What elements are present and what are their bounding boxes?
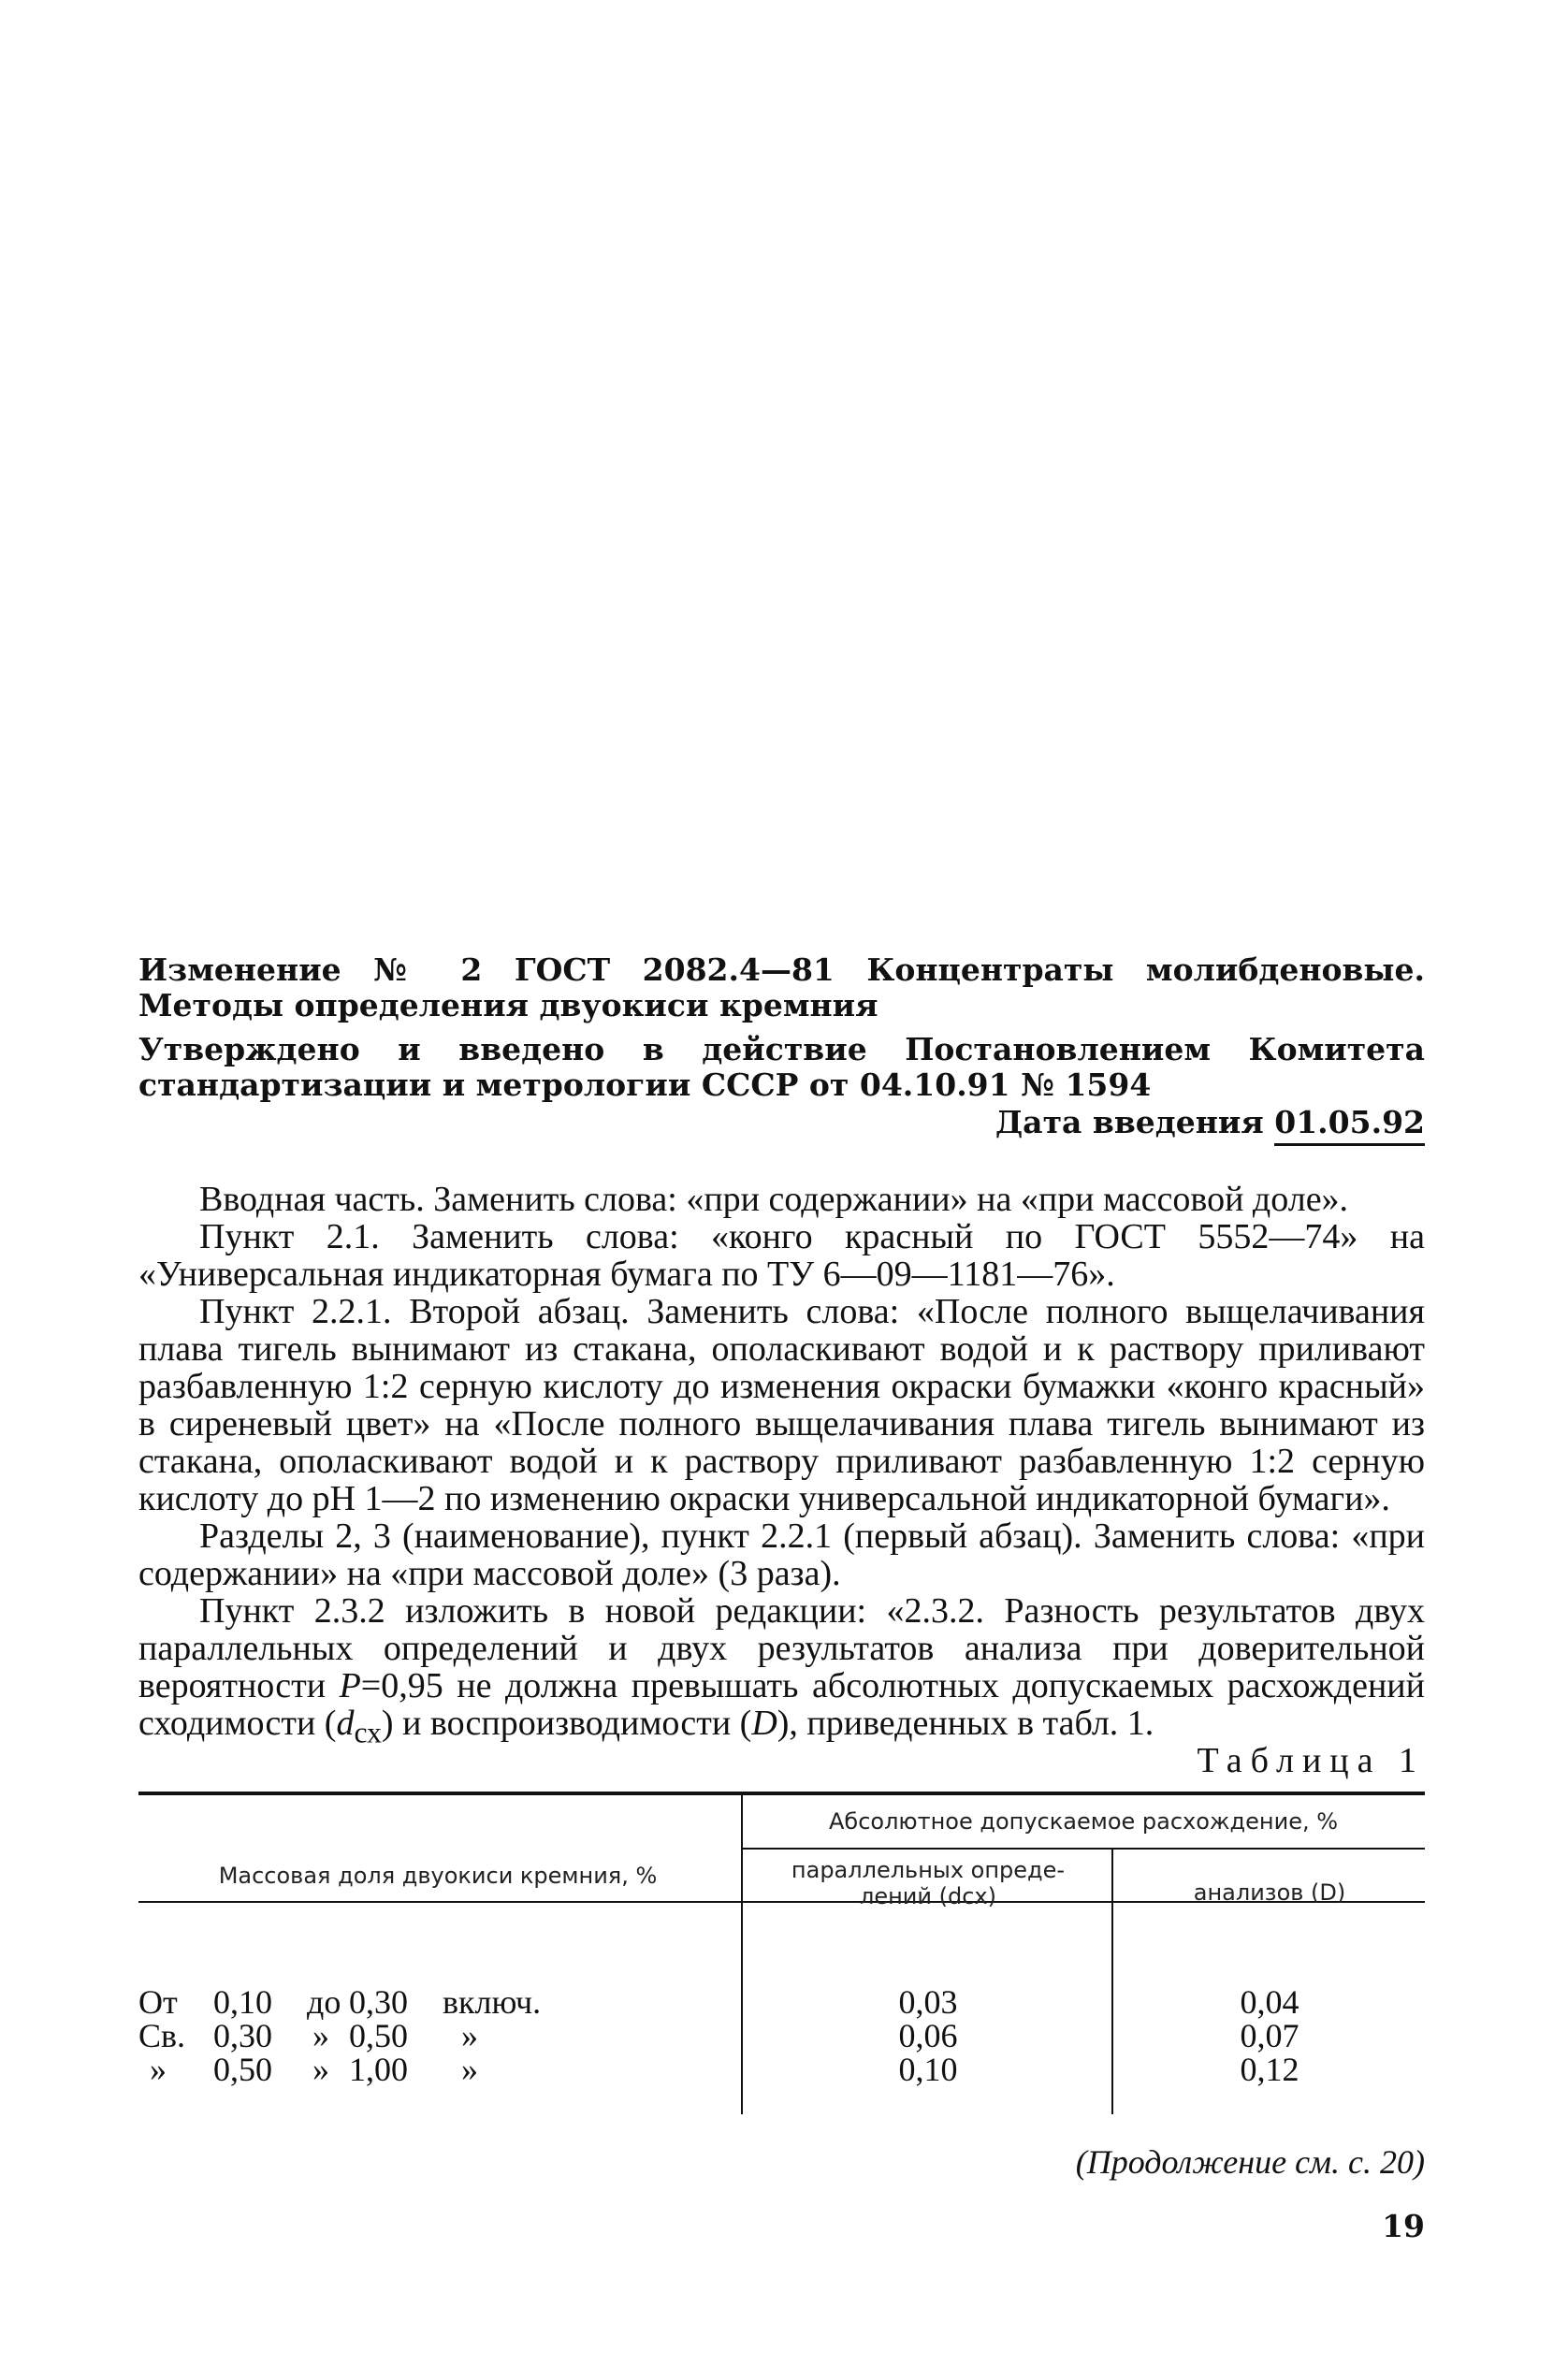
column-header-parallel-text: параллельных опреде-	[791, 1857, 1066, 1883]
column-header-parallel-text: лений (dсх)	[860, 1883, 996, 1909]
approval-statement: Утверждено и введено в действие Постановлением Комитета стандартизации и метрологии СССР от 04.10.91 № 1594	[138, 1031, 1425, 1103]
table-cell-parallel: 0,06	[898, 2017, 958, 2054]
paragraph-text: ), приведенных в табл. 1.	[777, 1704, 1154, 1743]
row-label-from: 0,30	[213, 2017, 272, 2054]
paragraph: Разделы 2, 3 (наименование), пункт 2.2.1 (первый абзац). Заменить слова: «при содержании» на «при массовой доле» (3 раза).	[138, 1516, 1425, 1593]
effective-date-value: 01.05.92	[1274, 1104, 1425, 1146]
page-number: 19	[1382, 2208, 1425, 2244]
table-cell-analyses: 0,12	[1240, 2051, 1299, 2088]
row-label-prefix: »	[150, 2051, 167, 2088]
paragraph-text: ) и воспроизводимости (	[381, 1704, 752, 1743]
paragraph-text: =0,95 не должна превышать абсолютных допускаемых расхождений сходимости (	[138, 1666, 1425, 1743]
row-label-from: 0,10	[213, 1983, 272, 2021]
table-cell-parallel: 0,03	[898, 1983, 958, 2021]
column-header-mass-fraction: Массовая доля двуокиси кремния, %	[218, 1863, 658, 1889]
table-column-divider	[1111, 1848, 1113, 2114]
reproducibility-symbol: D	[751, 1704, 777, 1743]
convergence-subscript: сх	[354, 1716, 382, 1749]
row-label-from: 0,50	[213, 2051, 272, 2088]
continuation-note: (Продолжение см. с. 20)	[1075, 2143, 1425, 2181]
paragraph: Пункт 2.2.1. Второй абзац. Заменить слова: «После полного выщелачивания плава тигель вынимают из стакана, ополаскивают водой и к раствору приливают разбавленную 1:2 серную кислоту до изменения окраски бумажки «конго красный» в сиреневый цвет» на «После полного выщелачивания плава тигель вынимают из стакана, ополаскивают водой и к раствору приливают разбавленную 1:2 серную кислоту до pH 1—2 по изменению окраски универсальной индикаторной бумаги».	[138, 1292, 1425, 1518]
column-header-tolerance: Абсолютное допускаемое расхождение, %	[828, 1808, 1339, 1835]
table-cell-analyses: 0,04	[1240, 1983, 1299, 2021]
row-label-to: 0,30	[349, 1983, 408, 2021]
table-cell-parallel: 0,10	[898, 2051, 958, 2088]
row-label-prefix: Св.	[138, 2017, 186, 2054]
row-label-suffix: »	[461, 2017, 478, 2054]
row-label-to-word: »	[312, 2017, 329, 2054]
row-label-to-word: »	[312, 2051, 329, 2088]
table-caption: Таблица 1	[1197, 1741, 1425, 1780]
paragraph: Пункт 2.1. Заменить слова: «конго красный по ГОСТ 5552—74» на «Универсальная индикаторная бумага по ТУ 6—09—1181—76».	[138, 1217, 1425, 1294]
table-cell-analyses: 0,07	[1240, 2017, 1299, 2054]
column-header-parallel	[747, 1857, 1110, 1909]
row-label-prefix: От	[138, 1983, 178, 2021]
row-label-suffix: включ.	[443, 1983, 542, 2021]
probability-symbol: P	[339, 1666, 361, 1705]
row-label-to: 1,00	[349, 2051, 408, 2088]
table-top-rule	[138, 1792, 1425, 1795]
amendment-title: Изменение № 2 ГОСТ 2082.4—81 Концентраты молибденовые. Методы определения двуокиси кремния	[138, 951, 1425, 1023]
row-label-suffix: »	[461, 2051, 478, 2088]
amendment-body	[138, 1181, 1425, 1752]
paragraph: Вводная часть. Заменить слова: «при содержании» на «при массовой доле».	[199, 1180, 1349, 1219]
table-subheader-rule	[742, 1848, 1425, 1850]
paragraph-text: Пункт 2.3.2 изложить в новой редакции: «2.3.2. Разность результатов двух параллельных определений и двух результатов анализа при доверительной вероятности	[138, 1591, 1425, 1705]
column-header-analyses: анализов (D)	[1193, 1879, 1346, 1906]
paragraph	[138, 1592, 1425, 1752]
table-1	[138, 1792, 1425, 2128]
effective-date	[995, 1104, 1425, 1140]
table-column-divider	[741, 1792, 743, 2114]
row-label-to-word: до	[307, 1983, 341, 2021]
convergence-symbol: d	[336, 1704, 355, 1743]
row-label-to: 0,50	[349, 2017, 408, 2054]
effective-date-label: Дата введения	[995, 1104, 1264, 1140]
